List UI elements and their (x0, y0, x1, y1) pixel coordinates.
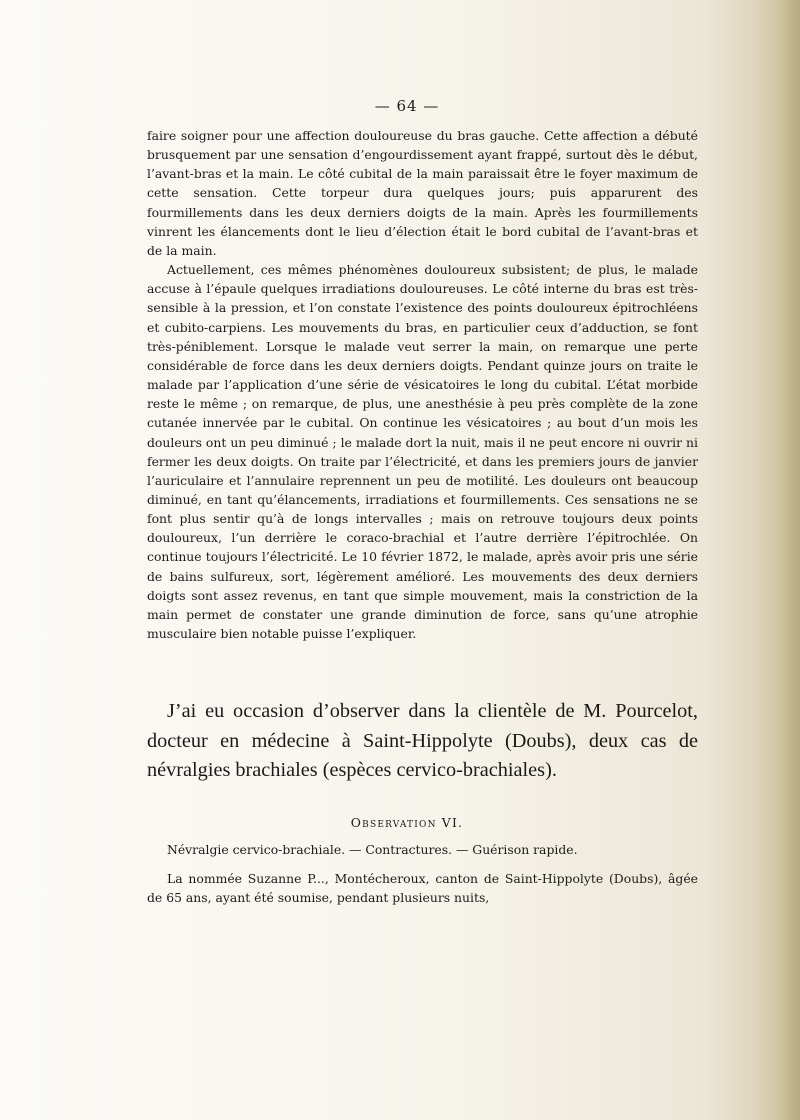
paragraph-current-state: Actuellement, ces mêmes phénomènes douloureux subsistent; de plus, le malade accuse à l’épaule quelques irradiations douloureuses. Le côté interne du bras est très-sensible à la pression, et l’on constate l’existence des points douloureux épitrochléens et cubito-carpiens. Les mouvements du bras, en particulier ceux d’adduction, se font très-péniblement. Lorsque le malade veut serrer la main, on remarque une perte considérable de force dans les deux derniers doigts. Pendant quinze jours on traite le malade par l’application d’une série de vésicatoires le long du cubital. L’état morbide reste le même ; on remarque, de plus, une anesthésie à peu près complète de la zone cutanée innervée par le cubital. On continue les vésicatoires ; au bout d’un mois les douleurs ont un peu diminué ; le malade dort la nuit, mais il ne peut encore ni ouvrir ni fermer les deux doigts. On traite par l’électricité, et dans les premiers jours de janvier l’auriculaire et l’annulaire reprennent un peu de motilité. Les douleurs ont beaucoup diminué, en tant qu’élancements, irradiations et fourmillements. Ces sensations ne se font plus sentir qu’à de longs intervalles ; mais on retrouve toujours deux points douloureux, l’un derrière le coraco-brachial et l’autre derrière l’épitrochlée. On continue toujours l’électricité. Le 10 février 1872, le malade, après avoir pris une série de bains sulfureux, sort, légèrement amélioré. Les mouvements des deux derniers doigts sont assez revenus, en tant que simple mouvement, mais la constriction de la main permet de constater une grande diminution de force, sans qu’une atrophie musculaire bien notable puisse l’expliquer. (147, 262, 698, 642)
observation-heading (0, 815, 800, 830)
page-edge-shadow (754, 0, 800, 1120)
body-text (147, 126, 698, 643)
page-number: — 64 — (374, 97, 440, 115)
observation-title: Observation VI. (350, 815, 464, 830)
large-type-paragraph: J’ai eu occasion d’observer dans la clientèle de M. Pourcelot, docteur en médecine à Saint-Hippolyte (Doubs), deux cas de névralgies brachiales (espèces cervico-brachiales). (147, 700, 698, 782)
observation-subtitle: Névralgie cervico-brachiale. — Contractures. — Guérison rapide. (167, 842, 578, 857)
paragraph-continued: faire soigner pour une affection douloureuse du bras gauche. Cette affection a débuté brusquement par une sensation d’engourdissement ayant frappé, surtout dès le début, l’avant-bras et la main. Le côté cubital de la main paraissait être le foyer maximum de cette sensation. Cette torpeur dura quelques jours; puis apparurent des fourmillements dans les deux derniers doigts de la main. Après les fourmillements vinrent les élancements dont le lieu d’élection était le bord cubital de l’avant-bras et de la main. (147, 128, 698, 258)
observation-body: La nommée Suzanne P..., Montécheroux, canton de Saint-Hippolyte (Doubs), âgée de 65 ans, ayant été soumise, pendant plusieurs nuits, (147, 871, 698, 906)
